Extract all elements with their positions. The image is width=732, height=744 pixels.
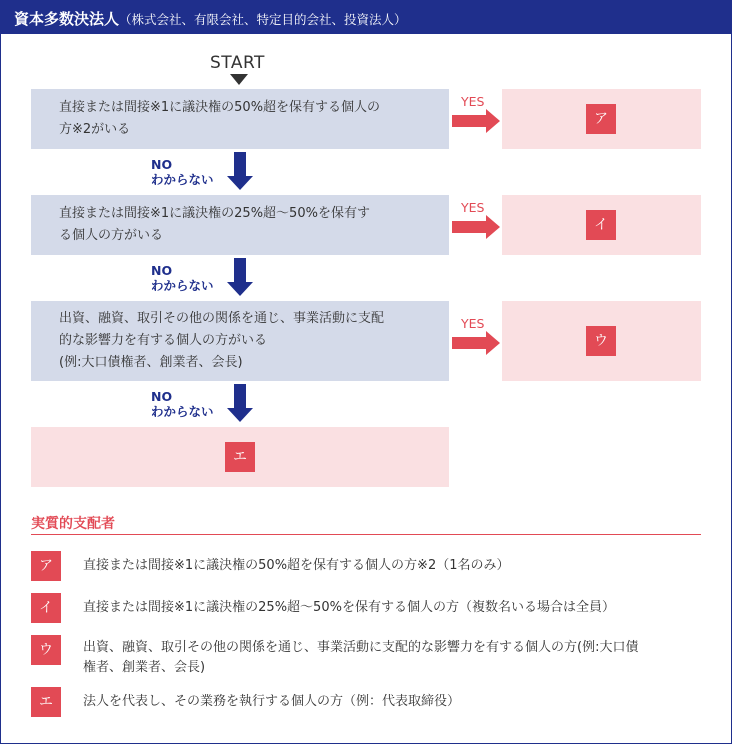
result-box-e <box>31 427 449 487</box>
legend-e-line-1: 法人を代表し、その業務を執行する個人の方（例：代表取締役） <box>83 694 461 709</box>
result-box-a <box>502 89 701 149</box>
legend-title: 実質的支配者 <box>31 516 115 532</box>
legend-text-a <box>83 556 703 576</box>
no-label-3 <box>151 389 214 419</box>
title-text: 資本多数決法人 <box>14 10 120 28</box>
yes-arrow-icon-3 <box>452 331 500 355</box>
question-box-1 <box>31 89 449 149</box>
no-2-line-2: わからない <box>151 278 214 293</box>
title-subtitle: （株式会社、有限会社、特定目的会社、投資法人） <box>119 12 407 27</box>
down-arrow-icon-3 <box>227 384 253 422</box>
no-label-2 <box>151 263 214 293</box>
yes-arrow-icon-1 <box>452 109 500 133</box>
down-arrow-icon-1 <box>227 152 253 190</box>
legend-text-u <box>83 638 703 678</box>
no-3-line-1: NO <box>151 389 173 404</box>
no-1-line-1: NO <box>151 157 173 172</box>
legend-text-e <box>83 692 703 712</box>
legend-badge-u: ウ <box>31 635 61 665</box>
yes-arrow-icon-2 <box>452 215 500 239</box>
legend-badge-e: エ <box>31 687 61 717</box>
yes-label-1: YES <box>461 94 485 109</box>
legend-i-line-1: 直接または間接※1に議決権の25%超～50%を保有する個人の方（複数名いる場合は全員） <box>83 600 615 615</box>
diagram-title <box>14 8 407 29</box>
down-arrow-icon-2 <box>227 258 253 296</box>
legend-text-i <box>83 598 703 618</box>
question-text-3 <box>59 308 384 374</box>
question-2-line-2: る個人の方がいる <box>59 228 164 243</box>
no-2-line-1: NO <box>151 263 173 278</box>
legend-badge-i: イ <box>31 593 61 623</box>
question-3-line-1: 出資、融資、取引その他の関係を通じ、事業活動に支配 <box>59 311 385 326</box>
yes-label-3: YES <box>461 316 485 331</box>
no-1-line-2: わからない <box>151 172 214 187</box>
yes-label-2: YES <box>461 200 485 215</box>
no-3-line-2: わからない <box>151 404 214 419</box>
header-bar <box>1 1 731 34</box>
result-badge-a: ア <box>586 104 616 134</box>
question-text-2 <box>59 203 370 247</box>
legend-divider <box>31 534 701 535</box>
legend-a-line-1: 直接または間接※1に議決権の50%超を保有する個人の方※2（1名のみ） <box>83 558 510 573</box>
legend-badge-a: ア <box>31 551 61 581</box>
question-1-line-1: 直接または間接※1に議決権の50%超を保有する個人の <box>59 100 381 115</box>
result-badge-u: ウ <box>586 326 616 356</box>
question-1-line-2: 方※2がいる <box>59 122 131 137</box>
result-badge-i: イ <box>586 210 616 240</box>
start-triangle-icon <box>230 74 248 85</box>
result-badge-e: エ <box>225 442 255 472</box>
legend-u-line-1: 出資、融資、取引その他の関係を通じ、事業活動に支配的な影響力を有する個人の方(例:大口債 <box>83 640 639 655</box>
question-3-line-2: 的な影響力を有する個人の方がいる <box>59 333 268 348</box>
question-text-1 <box>59 97 380 141</box>
no-label-1 <box>151 157 214 187</box>
result-box-i <box>502 195 701 255</box>
result-box-u <box>502 301 701 381</box>
question-box-3 <box>31 301 449 381</box>
question-box-2 <box>31 195 449 255</box>
legend-u-line-2: 権者、創業者、会長) <box>83 660 206 675</box>
question-2-line-1: 直接または間接※1に議決権の25%超～50%を保有す <box>59 206 370 221</box>
question-3-line-3: (例:大口債権者、創業者、会長) <box>59 355 243 370</box>
start-label: START <box>210 53 265 73</box>
